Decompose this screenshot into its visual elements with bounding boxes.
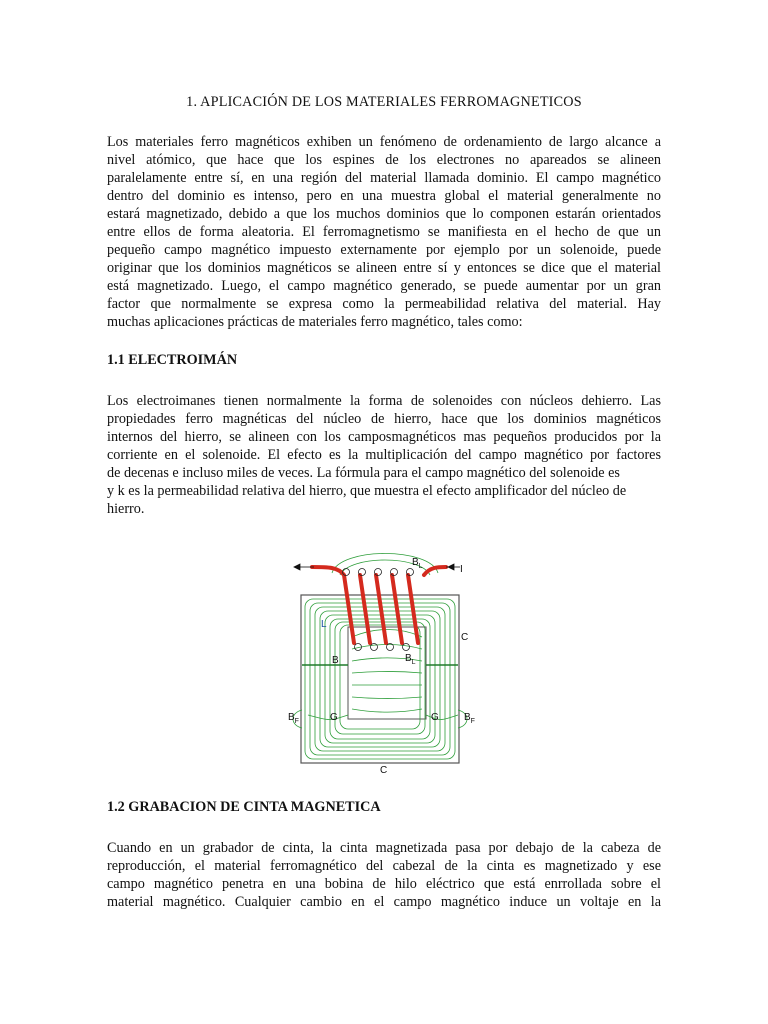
label-g-right: G	[431, 712, 439, 723]
grabacion-paragraph	[107, 839, 661, 911]
label-g-left: G	[330, 712, 338, 723]
text-line: hierro.	[107, 501, 145, 517]
text-line: dentro del dominio es intenso, pero en una muestra global el material generalmente no	[107, 188, 661, 204]
text-line: y k es la permeabilidad relativa del hierro, que muestra el efecto amplificador del núcleo de	[107, 483, 627, 499]
text-line: originar que los dominios magnéticos se alineen entre sí y entonces se dice que el material	[107, 260, 661, 276]
text-line: reproducción, el material ferromagnético del cabezal de la cinta es magnetizado y ese	[107, 858, 661, 874]
page-title: 1. APLICACIÓN DE LOS MATERIALES FERROMAGNETICOS	[186, 94, 582, 110]
field-lines	[293, 554, 467, 760]
text-line: propiedades ferro magnéticas del núcleo de hierro, hace que los dominios magnéticos	[107, 411, 661, 427]
text-line: internos del hierro, se alineen con los camposmagnéticos mas pequeños producidos por la	[107, 429, 661, 445]
label-c-right: C	[461, 632, 469, 643]
section-heading-electroiman: 1.1 ELECTROIMÁN	[107, 352, 238, 368]
label-b-left: B	[332, 655, 339, 666]
text-line: de decenas e incluso miles de veces. La fórmula para el campo magnético del solenoide es	[107, 465, 620, 481]
text-line: pequeño campo magnético impuesto externamente por ejemplo por un solenoide, puede	[107, 242, 661, 258]
text-line: muchas aplicaciones prácticas de materiales ferro magnético, tales como:	[107, 314, 523, 330]
section-heading-grabacion: 1.2 GRABACION DE CINTA MAGNETICA	[107, 799, 381, 815]
electroiman-paragraph	[107, 392, 661, 518]
label-c-bottom: C	[380, 765, 388, 776]
text-line: Los materiales ferro magnéticos exhiben un fenómeno de ordenamiento de largo alcance a	[107, 134, 661, 150]
label-bf-left: $B_F$	[288, 712, 299, 725]
label-current: I	[460, 564, 463, 575]
text-line: Los electroimanes tienen normalmente la forma de solenoides con núcleos dehierro. Las	[107, 393, 661, 409]
label-bl-mid: $B_L$	[405, 653, 416, 666]
text-line: campo magnético penetra en una bobina de hilo eléctrico que está enrrollada sobre el	[107, 876, 661, 892]
text-line: factor que normalmente se expresa como la permeabilidad relativa del material. Hay	[107, 296, 661, 312]
text-line: material magnético. Cualquier cambio en el campo magnético induce un voltaje en la	[107, 894, 661, 910]
text-line: Cuando en un grabador de cinta, la cinta magnetizada pasa por debajo de la cabeza de	[107, 840, 661, 856]
text-line: está magnetizado. Luego, el campo magnético generado, se puede aumentar por un gran	[107, 278, 661, 294]
label-bf-right: $B_F$	[464, 712, 475, 725]
text-line: corriente en el solenoide. El efecto es la multiplicación del campo magnético por factores	[107, 447, 661, 463]
text-line: nivel atómico, que hace que los espines de los electrones no apareados se alineen	[107, 152, 661, 168]
intro-paragraph	[107, 133, 661, 331]
text-line: estará magnetizado, debido a que los muchos dominios que lo componen estarán orientados	[107, 206, 661, 222]
text-line: entre ellos de forma aleatoria. El ferromagnetismo se manifiesta en el hecho de que un	[107, 224, 661, 240]
label-l: L	[321, 619, 327, 630]
electromagnet-svg	[280, 545, 490, 780]
label-bl-top: $B_L$	[412, 557, 423, 570]
text-line: paralelamente entre sí, en una región del material llamada dominio. El campo magnético	[107, 170, 661, 186]
electromagnet-diagram	[280, 545, 490, 780]
